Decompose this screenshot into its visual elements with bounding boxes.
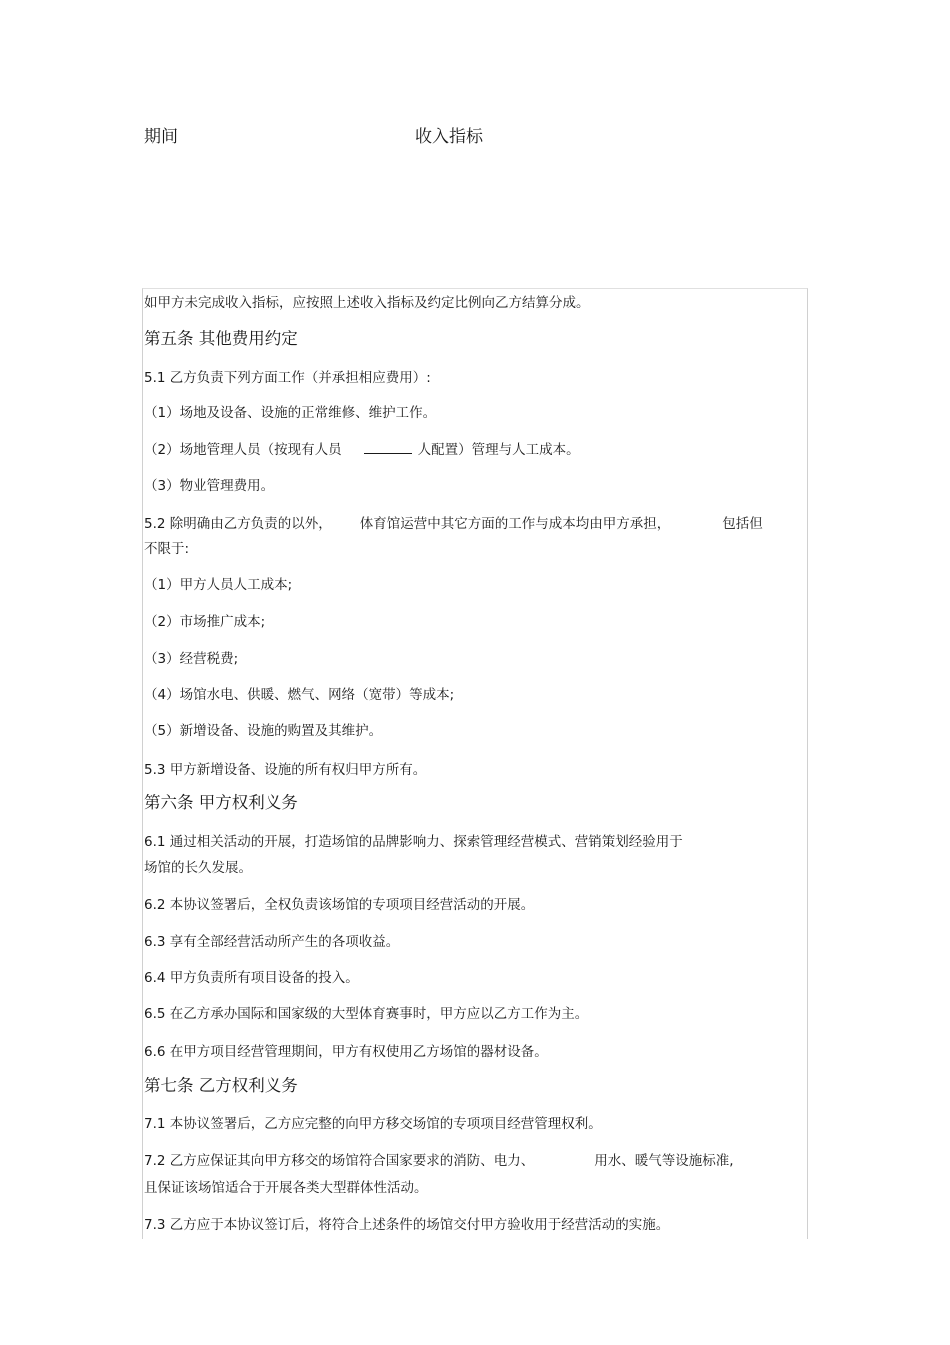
clause-5-2 [144, 512, 763, 532]
clause-6-1: 6.1 通过相关活动的开展，打造场馆的品牌影响力、探索管理经营模式、营销策划经验用于 [144, 834, 683, 850]
clause-5-1-item-1: （1）场地及设备、设施的正常维修、维护工作。 [144, 405, 437, 421]
clause-5-2-part-1: 5.2 除明确由乙方负责的以外， [144, 516, 332, 532]
clause-6-2: 6.2 本协议签署后，全权负责该场馆的专项项目经营活动的开展。 [144, 897, 535, 913]
clause-7-3: 7.3 乙方应于本协议签订后，将符合上述条件的场馆交付甲方验收用于经营活动的实施。 [144, 1217, 670, 1233]
clause-5-2-part-3: 包括但 [722, 516, 763, 532]
clause-5-1: 5.1 乙方负责下列方面工作（并承担相应费用）: [144, 370, 431, 386]
clause-6-4: 6.4 甲方负责所有项目设备的投入。 [144, 970, 359, 986]
income-target-header: 收入指标 [415, 127, 483, 147]
clause-5-2-part-2: 体育馆运营中其它方面的工作与成本均由甲方承担， [359, 516, 671, 532]
clause-7-2-cont: 且保证该场馆适合于开展各类大型群体性活动。 [144, 1180, 428, 1196]
clause-7-2 [144, 1149, 734, 1169]
intro-line: 如甲方未完成收入指标，应按照上述收入指标及约定比例向乙方结算分成。 [144, 295, 590, 311]
clause-7-1: 7.1 本协议签署后，乙方应完整的向甲方移交场馆的专项项目经营管理权利。 [144, 1116, 602, 1132]
clause-5-1-item-3: （3）物业管理费用。 [144, 478, 275, 494]
clause-5-2-cont: 不限于: [144, 541, 190, 557]
clause-6-3: 6.3 享有全部经营活动所产生的各项收益。 [144, 934, 400, 950]
article-6-title: 第六条 甲方权利义务 [144, 793, 298, 812]
article-5-title: 第五条 其他费用约定 [144, 329, 298, 348]
clause-5-2-item-5: （5）新增设备、设施的购置及其维护。 [144, 723, 383, 739]
clause-6-5: 6.5 在乙方承办国际和国家级的大型体育赛事时，甲方应以乙方工作为主。 [144, 1006, 589, 1022]
period-header: 期间 [144, 127, 178, 147]
article-7-title: 第七条 乙方权利义务 [144, 1076, 298, 1095]
blank-underline [364, 441, 412, 454]
clause-6-1-cont: 场馆的长久发展。 [144, 860, 252, 876]
clause-5-2-item-1: （1）甲方人员人工成本; [144, 577, 293, 593]
clause-5-1-item-2-start: （2）场地管理人员（按现有人员 [144, 442, 342, 458]
clause-6-6: 6.6 在甲方项目经营管理期间，甲方有权使用乙方场馆的器材设备。 [144, 1044, 548, 1060]
clause-5-2-item-2: （2）市场推广成本; [144, 614, 266, 630]
clause-7-2-part-2: 用水、暖气等设施标准, [594, 1153, 734, 1169]
clause-5-2-item-4: （4）场馆水电、供暖、燃气、网络（宽带）等成本; [144, 687, 455, 703]
clause-7-2-part-1: 7.2 乙方应保证其向甲方移交的场馆符合国家要求的消防、电力、 [144, 1153, 535, 1169]
clause-5-2-item-3: （3）经营税费; [144, 651, 239, 667]
clause-5-3: 5.3 甲方新增设备、设施的所有权归甲方所有。 [144, 762, 427, 778]
clause-5-1-item-2-end: 人配置）管理与人工成本。 [417, 442, 580, 458]
clause-5-1-item-2 [144, 438, 580, 458]
